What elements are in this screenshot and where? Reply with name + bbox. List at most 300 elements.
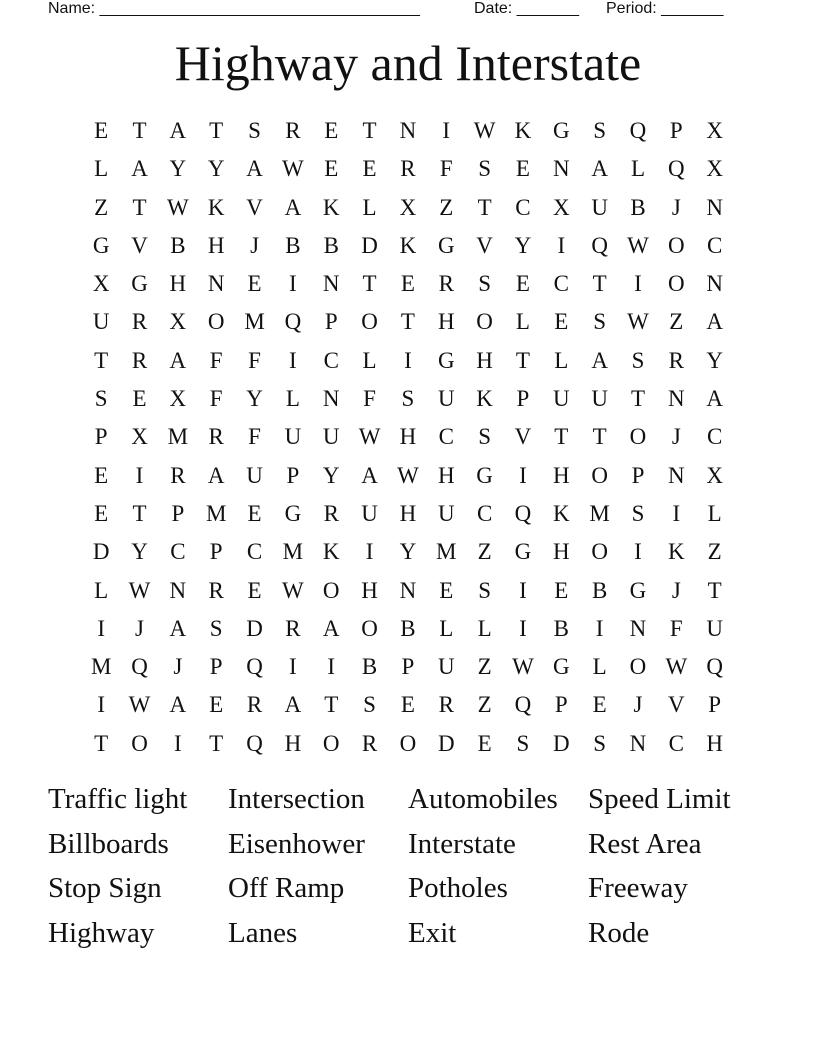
grid-letter[interactable]: L (477, 615, 492, 641)
grid-letter[interactable]: I (519, 577, 527, 603)
grid-letter[interactable]: F (669, 615, 683, 641)
grid-letter[interactable]: W (358, 424, 381, 450)
grid-letter[interactable]: U (591, 194, 608, 220)
grid-letter[interactable]: M (244, 309, 265, 335)
grid-letter[interactable]: C (246, 539, 263, 565)
grid-letter[interactable]: I (634, 271, 642, 297)
grid-letter[interactable]: E (94, 118, 109, 143)
grid-letter[interactable]: K (322, 194, 340, 220)
grid-letter[interactable]: U (92, 309, 110, 335)
grid-letter[interactable]: F (209, 347, 223, 373)
grid-letter[interactable]: S (631, 347, 645, 373)
grid-letter[interactable]: U (361, 500, 378, 526)
grid-letter[interactable]: C (515, 194, 531, 220)
word-bank-item: Rode (588, 917, 650, 950)
grid-letter[interactable]: O (207, 309, 225, 335)
grid-letter[interactable]: E (362, 156, 377, 182)
grid-letter[interactable]: U (706, 615, 723, 641)
grid-letter[interactable]: O (591, 462, 608, 488)
grid-letter[interactable]: O (629, 654, 647, 680)
grid-letter[interactable]: E (439, 577, 454, 603)
grid-letter[interactable]: X (552, 194, 570, 220)
grid-letter[interactable]: P (286, 462, 300, 488)
grid-letter[interactable]: M (436, 539, 457, 565)
grid-letter[interactable]: J (135, 615, 144, 641)
grid-letter[interactable]: Z (669, 309, 684, 335)
period-field: Period: _______ (606, 0, 724, 17)
grid-letter[interactable]: N (399, 118, 417, 143)
grid-letter[interactable]: I (174, 730, 182, 756)
grid-letter[interactable]: Z (94, 194, 109, 220)
grid-letter[interactable]: G (92, 232, 110, 258)
grid-letter[interactable]: U (246, 462, 263, 488)
page-title: Highway and Interstate (174, 35, 642, 91)
grid-letter[interactable]: W (512, 654, 534, 680)
grid-letter[interactable]: Y (207, 156, 225, 182)
grid-letter[interactable]: E (247, 271, 262, 297)
grid-letter[interactable]: K (399, 232, 417, 258)
grid-letter[interactable]: T (209, 118, 224, 143)
grid-letter[interactable]: Z (439, 194, 454, 220)
grid-letter[interactable]: W (627, 309, 649, 335)
grid-letter[interactable]: L (707, 500, 722, 526)
grid-letter[interactable]: T (324, 692, 339, 718)
word-bank-item: Highway (48, 917, 155, 950)
grid-letter[interactable]: N (629, 730, 647, 756)
grid-letter[interactable]: P (708, 692, 722, 718)
grid-letter[interactable]: L (94, 577, 109, 603)
grid-letter[interactable]: S (478, 424, 491, 450)
grid-letter[interactable]: B (400, 615, 416, 641)
grid-letter[interactable]: S (478, 156, 491, 182)
grid-letter[interactable]: R (170, 462, 186, 488)
grid-letter[interactable]: R (400, 156, 416, 182)
grid-letter[interactable]: R (246, 692, 263, 718)
word-bank-item: Interstate (408, 827, 516, 860)
grid-letter[interactable]: B (361, 654, 378, 680)
grid-letter[interactable]: J (671, 194, 681, 220)
grid-letter[interactable]: B (630, 194, 646, 220)
grid-letter[interactable]: L (439, 615, 454, 641)
grid-letter[interactable]: L (362, 194, 377, 220)
grid-letter[interactable]: N (207, 271, 225, 297)
grid-letter[interactable]: E (324, 118, 339, 143)
grid-letter[interactable]: P (669, 118, 683, 143)
grid-letter[interactable]: I (442, 118, 451, 143)
grid-letter[interactable]: F (363, 386, 376, 412)
grid-letter[interactable]: W (473, 118, 496, 143)
word-bank-item: Speed Limit (588, 783, 731, 815)
grid-letter[interactable]: C (438, 424, 454, 450)
grid-letter[interactable]: Y (169, 156, 187, 182)
grid-letter[interactable]: C (553, 271, 569, 297)
grid-letter[interactable]: W (665, 654, 688, 680)
grid-letter[interactable]: Z (477, 692, 492, 718)
grid-letter[interactable]: X (399, 194, 417, 220)
grid-letter[interactable]: G (514, 539, 532, 565)
grid-letter[interactable]: S (248, 118, 261, 143)
grid-letter[interactable]: G (131, 271, 148, 297)
grid-letter[interactable]: X (706, 462, 723, 488)
grid-letter[interactable]: N (399, 577, 417, 603)
grid-letter[interactable]: Q (706, 654, 723, 680)
grid-letter[interactable]: K (514, 118, 532, 143)
grid-letter[interactable]: I (519, 615, 527, 641)
grid-letter[interactable]: E (94, 500, 109, 526)
grid-letter[interactable]: T (94, 347, 109, 373)
grid-letter[interactable]: C (707, 232, 723, 258)
grid-letter[interactable]: Z (707, 539, 722, 565)
grid-letter[interactable]: Z (477, 654, 492, 680)
grid-letter[interactable]: R (361, 730, 378, 756)
grid-letter[interactable]: I (289, 654, 297, 680)
grid-letter[interactable]: V (514, 424, 532, 450)
grid-letter[interactable]: R (208, 577, 224, 603)
grid-letter[interactable]: E (132, 386, 147, 412)
grid-letter[interactable]: V (668, 692, 685, 718)
grid-letter[interactable]: S (631, 500, 645, 526)
grid-letter[interactable]: R (131, 309, 148, 335)
grid-letter[interactable]: S (94, 386, 108, 412)
grid-letter[interactable]: A (706, 309, 723, 335)
grid-letter[interactable]: P (94, 424, 108, 450)
grid-letter[interactable]: Q (514, 500, 532, 526)
grid-letter[interactable]: B (285, 232, 301, 258)
grid-letter[interactable]: R (208, 424, 224, 450)
grid-letter[interactable]: A (169, 347, 187, 373)
grid-letter[interactable]: P (171, 500, 185, 526)
grid-letter[interactable]: B (323, 232, 339, 258)
word-bank-item: Intersection (228, 783, 365, 815)
grid-letter[interactable]: C (668, 730, 684, 756)
grid-letter[interactable]: N (668, 386, 685, 412)
grid-letter[interactable]: O (361, 309, 378, 335)
grid-letter[interactable]: E (209, 692, 224, 718)
grid-letter[interactable]: S (478, 577, 491, 603)
grid-letter[interactable]: Q (668, 156, 685, 182)
grid-letter[interactable]: H (399, 424, 417, 450)
grid-letter[interactable]: Q (246, 654, 263, 680)
grid-letter[interactable]: Z (477, 539, 492, 565)
grid-letter[interactable]: E (324, 156, 339, 182)
grid-letter[interactable]: D (361, 232, 378, 258)
grid-letter[interactable]: H (476, 347, 493, 373)
grid-letter[interactable]: R (323, 500, 339, 526)
grid-letter[interactable]: S (363, 692, 376, 718)
grid-letter[interactable]: M (282, 539, 304, 565)
grid-letter[interactable]: K (207, 194, 225, 220)
grid-letter[interactable]: K (552, 500, 570, 526)
grid-letter[interactable]: O (668, 232, 685, 258)
grid-letter[interactable]: F (439, 156, 453, 182)
grid-letter[interactable]: J (671, 577, 681, 603)
grid-letter[interactable]: L (285, 386, 300, 412)
grid-letter[interactable]: T (400, 309, 415, 335)
grid-letter[interactable]: I (97, 615, 105, 641)
grid-letter[interactable]: I (327, 654, 336, 680)
grid-letter[interactable]: Q (284, 309, 302, 335)
grid-letter[interactable]: J (173, 654, 183, 680)
grid-letter[interactable]: S (209, 615, 223, 641)
grid-letter[interactable]: Q (591, 232, 608, 258)
grid-letter[interactable]: M (90, 654, 112, 680)
grid-letter[interactable]: K (322, 539, 340, 565)
grid-letter[interactable]: Y (514, 232, 532, 258)
grid-letter[interactable]: S (478, 271, 491, 297)
grid-letter[interactable]: N (706, 271, 723, 297)
grid-letter[interactable]: B (553, 615, 569, 641)
grid-letter[interactable]: I (135, 462, 144, 488)
grid-letter[interactable]: P (209, 539, 223, 565)
grid-letter[interactable]: G (476, 462, 493, 488)
grid-letter[interactable]: Y (706, 347, 723, 373)
grid-letter[interactable]: I (557, 232, 566, 258)
grid-letter[interactable]: N (322, 271, 340, 297)
grid-letter[interactable]: F (248, 424, 261, 450)
grid-letter[interactable]: O (668, 271, 685, 297)
grid-letter[interactable]: E (592, 692, 607, 718)
word-bank-item: Eisenhower (228, 827, 365, 860)
grid-letter[interactable]: I (97, 692, 105, 718)
grid-letter[interactable]: I (634, 539, 642, 565)
grid-letter[interactable]: N (629, 615, 647, 641)
grid-letter[interactable]: P (209, 654, 223, 680)
grid-letter[interactable]: T (94, 730, 109, 756)
grid-letter[interactable]: X (169, 309, 187, 335)
grid-letter[interactable]: Q (131, 654, 148, 680)
grid-letter[interactable]: T (132, 118, 147, 143)
grid-letter[interactable]: M (167, 424, 189, 450)
grid-letter[interactable]: P (631, 462, 645, 488)
grid-letter[interactable]: P (554, 692, 568, 718)
grid-letter[interactable]: H (169, 271, 187, 297)
grid-letter[interactable]: W (282, 577, 304, 603)
grid-letter[interactable]: W (282, 156, 304, 182)
grid-letter[interactable]: O (476, 309, 493, 335)
grid-letter[interactable]: E (554, 309, 569, 335)
grid-letter[interactable]: G (552, 654, 570, 680)
grid-letter[interactable]: N (706, 194, 723, 220)
grid-letter[interactable]: I (519, 462, 527, 488)
grid-letter[interactable]: A (591, 156, 608, 182)
grid-letter[interactable]: G (552, 118, 570, 143)
grid-letter[interactable]: O (399, 730, 417, 756)
grid-letter[interactable]: O (322, 577, 340, 603)
grid-letter[interactable]: M (589, 500, 610, 526)
grid-letter[interactable]: Y (246, 386, 263, 412)
grid-letter[interactable]: Y (131, 539, 148, 565)
grid-letter[interactable]: W (128, 692, 151, 718)
grid-letter[interactable]: G (629, 577, 647, 603)
grid-letter[interactable]: J (250, 232, 260, 258)
grid-letter[interactable]: T (132, 194, 147, 220)
grid-letter[interactable]: I (404, 347, 412, 373)
grid-letter[interactable]: T (132, 500, 147, 526)
grid-letter[interactable]: T (707, 577, 722, 603)
grid-letter[interactable]: E (400, 692, 415, 718)
grid-letter[interactable]: G (284, 500, 302, 526)
grid-letter[interactable]: I (289, 347, 297, 373)
grid-letter[interactable]: X (706, 118, 723, 143)
grid-letter[interactable]: E (554, 577, 569, 603)
grid-letter[interactable]: W (627, 232, 649, 258)
grid-letter[interactable]: P (516, 386, 530, 412)
grid-letter[interactable]: L (554, 347, 569, 373)
grid-letter[interactable]: J (633, 692, 643, 718)
grid-letter[interactable]: U (322, 424, 340, 450)
grid-letter[interactable]: S (593, 118, 607, 143)
grid-letter[interactable]: H (706, 730, 723, 756)
grid-letter[interactable]: D (246, 615, 263, 641)
grid-letter[interactable]: W (128, 577, 151, 603)
grid-letter[interactable]: O (629, 424, 647, 450)
grid-letter[interactable]: R (131, 347, 148, 373)
grid-letter[interactable]: E (515, 271, 530, 297)
grid-letter[interactable]: N (169, 577, 187, 603)
grid-letter[interactable]: T (477, 194, 492, 220)
grid-letter[interactable]: P (324, 309, 338, 335)
grid-letter[interactable]: A (169, 692, 187, 718)
grid-letter[interactable]: D (92, 539, 110, 565)
grid-letter[interactable]: H (437, 309, 455, 335)
grid-letter[interactable]: C (476, 500, 493, 526)
grid-letter[interactable]: A (591, 347, 608, 373)
grid-letter[interactable]: N (322, 386, 340, 412)
grid-letter[interactable]: I (672, 500, 681, 526)
grid-letter[interactable]: D (552, 730, 570, 756)
grid-letter[interactable]: V (131, 232, 148, 258)
word-bank-item: Billboards (48, 827, 169, 860)
grid-letter[interactable]: U (284, 424, 302, 450)
grid-letter[interactable]: U (437, 386, 455, 412)
grid-letter[interactable]: T (362, 118, 377, 143)
grid-letter[interactable]: I (365, 539, 374, 565)
grid-letter[interactable]: A (169, 118, 187, 143)
grid-letter[interactable]: O (591, 539, 608, 565)
grid-letter[interactable]: F (248, 347, 261, 373)
grid-letter[interactable]: U (552, 386, 570, 412)
word-bank (48, 778, 768, 957)
grid-letter[interactable]: J (671, 424, 681, 450)
grid-letter[interactable]: R (285, 118, 301, 143)
grid-letter[interactable]: H (552, 462, 570, 488)
grid-letter[interactable]: X (131, 424, 148, 450)
grid-letter[interactable]: L (592, 654, 607, 680)
grid-letter[interactable]: R (438, 271, 454, 297)
grid-letter[interactable]: L (94, 156, 109, 182)
date-field: Date: _______ (474, 0, 579, 17)
grid-letter[interactable]: O (361, 615, 378, 641)
grid-letter[interactable]: R (285, 615, 301, 641)
grid-letter[interactable]: E (515, 156, 530, 182)
grid-letter[interactable]: X (169, 386, 187, 412)
grid-letter[interactable]: X (706, 156, 723, 182)
grid-letter[interactable]: T (554, 424, 569, 450)
grid-letter[interactable]: Q (246, 730, 263, 756)
grid-letter[interactable]: L (630, 156, 646, 182)
grid-letter[interactable]: C (323, 347, 339, 373)
grid-letter[interactable]: L (515, 309, 530, 335)
grid-letter[interactable]: R (668, 347, 684, 373)
grid-letter[interactable]: Y (322, 462, 340, 488)
grid-letter[interactable]: A (169, 615, 187, 641)
grid-letter[interactable]: S (593, 309, 607, 335)
grid-letter[interactable]: N (668, 462, 685, 488)
grid-letter[interactable]: H (399, 500, 417, 526)
grid-letter[interactable]: S (516, 730, 530, 756)
grid-letter[interactable]: H (207, 232, 225, 258)
grid-letter[interactable]: E (247, 500, 262, 526)
grid-letter[interactable]: A (131, 156, 148, 182)
grid-letter[interactable]: D (437, 730, 455, 756)
grid-letter[interactable]: N (552, 156, 570, 182)
grid-letter[interactable]: I (289, 271, 297, 297)
grid-letter[interactable]: A (706, 386, 723, 412)
grid-letter[interactable]: E (247, 577, 262, 603)
grid-letter[interactable]: T (209, 730, 224, 756)
grid-letter[interactable]: U (591, 386, 608, 412)
grid-letter[interactable]: E (94, 462, 109, 488)
grid-letter[interactable]: K (476, 386, 493, 412)
grid-letter[interactable]: U (437, 654, 455, 680)
grid-letter[interactable]: Q (629, 118, 647, 143)
grid-letter[interactable]: T (592, 424, 607, 450)
grid-letter[interactable]: W (167, 194, 189, 220)
grid-letter[interactable]: G (437, 232, 455, 258)
grid-letter[interactable]: K (668, 539, 685, 565)
grid-letter[interactable]: R (438, 692, 454, 718)
grid-letter[interactable]: B (170, 232, 186, 258)
grid-letter[interactable]: C (707, 424, 723, 450)
grid-letter[interactable]: V (476, 232, 493, 258)
grid-letter[interactable]: U (437, 500, 455, 526)
grid-letter[interactable]: S (593, 730, 607, 756)
grid-letter[interactable]: Q (514, 692, 532, 718)
grid-letter[interactable]: I (595, 615, 604, 641)
grid-letter[interactable]: H (552, 539, 570, 565)
grid-letter[interactable]: S (401, 386, 415, 412)
grid-letter[interactable]: O (131, 730, 148, 756)
grid-letter[interactable]: E (400, 271, 415, 297)
grid-letter[interactable]: T (515, 347, 530, 373)
grid-letter[interactable]: M (205, 500, 227, 526)
grid-letter[interactable]: A (284, 692, 302, 718)
grid-letter[interactable]: H (361, 577, 378, 603)
grid-letter[interactable]: T (362, 271, 377, 297)
grid-letter[interactable]: H (284, 730, 302, 756)
grid-letter[interactable]: A (246, 156, 263, 182)
grid-letter[interactable]: B (591, 577, 608, 603)
grid-letter[interactable]: L (362, 347, 377, 373)
grid-letter[interactable]: A (322, 615, 340, 641)
grid-letter[interactable]: G (437, 347, 455, 373)
grid-letter[interactable]: W (397, 462, 419, 488)
grid-letter[interactable]: O (322, 730, 340, 756)
grid-letter[interactable]: E (477, 730, 492, 756)
grid-letter[interactable]: C (170, 539, 186, 565)
grid-letter[interactable]: X (92, 271, 110, 297)
grid-letter[interactable]: Y (399, 539, 417, 565)
grid-letter[interactable]: A (207, 462, 225, 488)
grid-letter[interactable]: H (437, 462, 455, 488)
grid-letter[interactable]: P (401, 654, 415, 680)
grid-letter[interactable]: T (630, 386, 646, 412)
grid-letter[interactable]: T (592, 271, 607, 297)
grid-letter[interactable]: F (209, 386, 223, 412)
grid-letter[interactable]: A (284, 194, 302, 220)
grid-letter[interactable]: V (246, 194, 263, 220)
grid-letter[interactable]: A (361, 462, 378, 488)
